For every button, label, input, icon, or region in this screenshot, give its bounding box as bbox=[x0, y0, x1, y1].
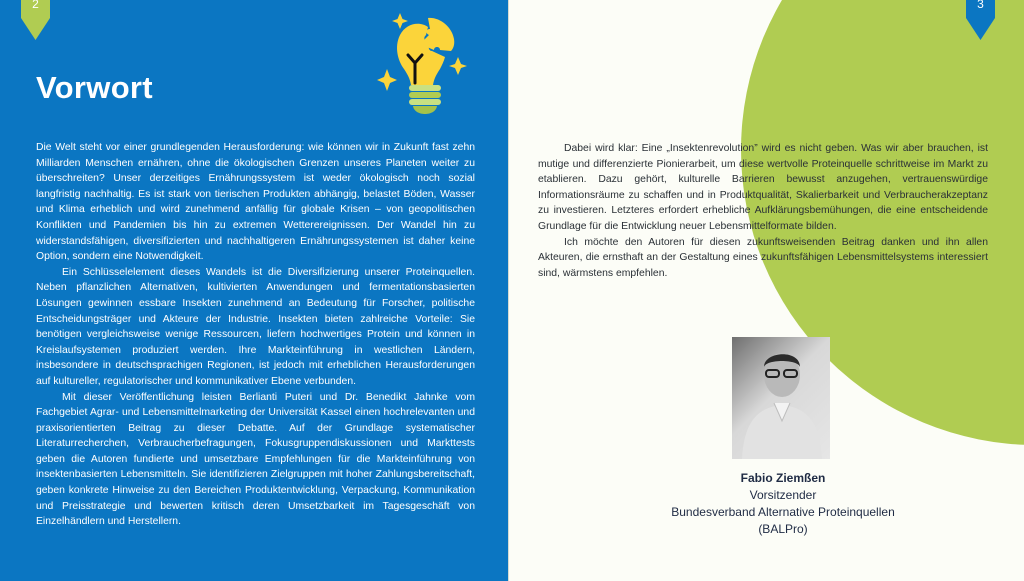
lightbulb-puzzle-icon bbox=[370, 5, 470, 115]
author-role: Vorsitzender bbox=[749, 488, 817, 502]
sparkle-icon bbox=[377, 69, 397, 91]
page-number-marker-right bbox=[966, 0, 995, 40]
signature-block bbox=[618, 470, 948, 538]
left-page bbox=[0, 0, 508, 581]
right-page bbox=[508, 0, 1024, 581]
author-organization: Bundesverband Alternative Proteinquellen bbox=[671, 505, 895, 519]
paragraph: Ein Schlüsselelement dieses Wandels ist die Diversifizierung unserer Proteinquellen. Neben pflanzlichen Alternativen, kultivierten Anwendungen und fermentationsbasierten Lösungen gewinnen essbare Insekten zunehmend an Bedeutung für Forscher, politische Entscheidungsträger und Akteure der Industrie. Insekten bieten zahlreiche Vorteile: Sie benötigen vergleichsweise wenige Ressourcen, liefern hochwertiges Protein und können in Kreislaufsystemen produziert werden. Ihre Markteinführung in westlichen Ländern, insbesondere in deutschsprachigen Regionen, ist jedoch mit erheblichen Herausforderungen auf kultureller, regulatorischer und kommunikativer Ebene verbunden. bbox=[36, 266, 475, 387]
organization-abbreviation: (BALPro) bbox=[758, 522, 808, 536]
page-divider bbox=[508, 0, 509, 581]
paragraph: Dabei wird klar: Eine „Insektenrevolution” wird es nicht geben. Was wir aber brauchen, ist mutige und differenzierte Pionierarbeit, um diese wertvolle Proteinquelle schrittweise im Markt zu etablieren. Dazu gehört, kulturelle Barrieren bewusst anzugehen, vertrauenswürdige Informationsräume zu schaffen und in Produktqualität, Skalierbarkeit und Verbraucherakzeptanz zu investieren. Letzteres erfordert erhebliche Aufklärungsbemühungen, die eine entscheidende Grundlage für die Entwicklung neuer Lebensmittelformate bilden. bbox=[538, 143, 988, 232]
paragraph: Ich möchte den Autoren für diesen zukunftsweisenden Beitrag danken und ihn allen Akteuren, die ernsthaft an der Gestaltung eines zukunftsfähigen Lebensmittelsystems interessiert sind, wärmstens empfehlen. bbox=[538, 236, 988, 279]
page-title: Vorwort bbox=[36, 70, 153, 105]
page-number: 3 bbox=[977, 0, 984, 11]
paragraph: Die Welt steht vor einer grundlegenden Herausforderung: wie können wir in Zukunft fast zehn Milliarden Menschen ernähren, ohne die ökologischen Grenzen unseres Planeten weiter zu überschreiten? Unser derzeitiges Ernährungssystem ist weder ökologisch noch sozial langfristig nachhaltig. Es ist stark von tierischen Produkten abhängig, belastet Böden, Wasser und Klima erheblich und wird zunehmend anfällig für globale Krisen – von geopolitischen Konflikten und Pandemien bis hin zu extremen Wetterereignissen. Der Wandel hin zu widerstandsfähigen, diversifizierten und nachhaltigeren Ernährungssystemen ist daher keine Option, sondern eine Notwendigkeit. bbox=[36, 142, 475, 263]
foreword-text-left bbox=[36, 140, 475, 530]
sparkle-icon bbox=[449, 57, 467, 75]
author-name: Fabio Ziemßen bbox=[740, 471, 826, 485]
portrait-photo bbox=[732, 337, 830, 459]
foreword-text-right bbox=[538, 141, 988, 281]
sparkle-icon bbox=[392, 13, 408, 29]
person-silhouette-icon bbox=[732, 337, 830, 459]
paragraph: Mit dieser Veröffentlichung leisten Berlianti Puteri und Dr. Benedikt Jahnke vom Fachgebiet Agrar- und Lebensmittelmarketing der Universität Kassel einen hochrelevanten und praxisorientierten Beitrag zu dieser Debatte. Auf der Grundlage systematischer Literaturrecherchen, Verbraucherbefragungen, Fokusgruppendiskussionen und Markttests geben die Autoren fundierte und umsetzbare Empfehlungen für die Markteinführung von insektenbasierten Lebensmitteln. Sie identifizieren Zielgruppen mit hoher Zahlungsbereitschaft, geben konkrete Hinweise zu den Bereichen Produktentwicklung, Verpackung, Kommunikation und Preisstrategie und bewerten kritisch deren Umsetzbarkeit im Tagesgeschäft von Einzelhändlern und Herstellern. bbox=[36, 391, 475, 528]
page-number-marker-left bbox=[21, 0, 50, 40]
page-number: 2 bbox=[32, 0, 39, 11]
